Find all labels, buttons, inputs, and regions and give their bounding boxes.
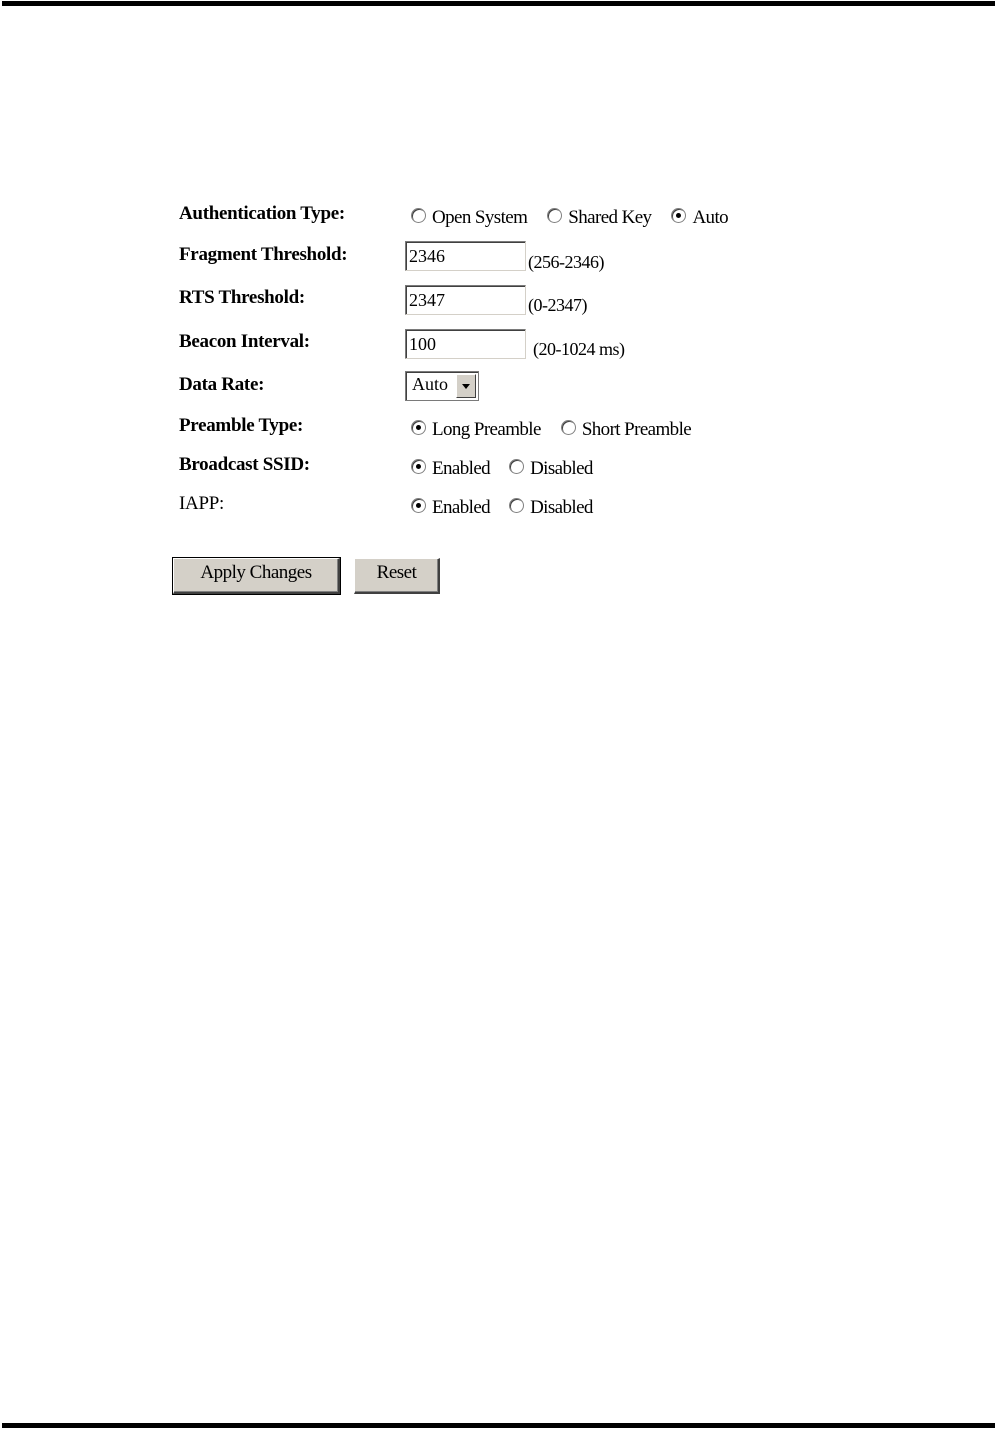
radio-iapp-disabled[interactable] bbox=[509, 497, 593, 519]
apply-changes-button[interactable]: Apply Changes bbox=[173, 558, 340, 594]
data-rate-dropdown-button[interactable] bbox=[456, 374, 476, 398]
radio-long-preamble[interactable] bbox=[411, 419, 541, 441]
fragment-threshold-label: Fragment Threshold: bbox=[179, 244, 348, 265]
iapp-disabled-radio[interactable] bbox=[509, 498, 524, 513]
radio-broadcast-ssid-disabled[interactable] bbox=[509, 458, 593, 480]
broadcast-ssid-disabled-label: Disabled bbox=[530, 458, 593, 479]
rts-threshold-label: RTS Threshold: bbox=[179, 287, 305, 308]
iapp-radios bbox=[411, 497, 611, 519]
beacon-interval-range: (20-1024 ms) bbox=[533, 339, 625, 359]
radio-broadcast-ssid-enabled[interactable] bbox=[411, 458, 490, 480]
reset-button[interactable]: Reset bbox=[354, 558, 440, 594]
row-broadcast-ssid bbox=[0, 454, 997, 488]
iapp-enabled-label: Enabled bbox=[432, 497, 491, 518]
chevron-down-icon bbox=[462, 384, 470, 389]
row-beacon-interval bbox=[0, 331, 997, 365]
authentication-type-label: Authentication Type: bbox=[179, 203, 345, 224]
radio-shared-key[interactable] bbox=[547, 207, 651, 229]
short-preamble-radio[interactable] bbox=[561, 420, 576, 435]
row-rts-threshold bbox=[0, 287, 997, 321]
broadcast-ssid-enabled-radio[interactable] bbox=[411, 459, 426, 474]
broadcast-ssid-enabled-label: Enabled bbox=[432, 458, 491, 479]
row-preamble-type bbox=[0, 415, 997, 449]
fragment-threshold-range: (256-2346) bbox=[528, 252, 604, 272]
broadcast-ssid-disabled-radio[interactable] bbox=[509, 459, 524, 474]
iapp-enabled-radio[interactable] bbox=[411, 498, 426, 513]
long-preamble-radio[interactable] bbox=[411, 420, 426, 435]
radio-short-preamble[interactable] bbox=[561, 419, 691, 441]
authentication-type-radios bbox=[411, 207, 746, 229]
shared-key-label: Shared Key bbox=[568, 207, 652, 228]
row-iapp bbox=[0, 493, 997, 527]
rts-threshold-input[interactable] bbox=[405, 285, 526, 315]
preamble-type-radios bbox=[411, 419, 709, 441]
open-system-radio[interactable] bbox=[411, 208, 426, 223]
data-rate-label: Data Rate: bbox=[179, 374, 265, 395]
row-authentication-type bbox=[0, 203, 997, 237]
broadcast-ssid-radios bbox=[411, 458, 611, 480]
row-data-rate bbox=[0, 374, 997, 408]
shared-key-radio[interactable] bbox=[547, 208, 562, 223]
radio-auto[interactable] bbox=[671, 207, 728, 229]
beacon-interval-input[interactable] bbox=[405, 329, 526, 359]
data-rate-select[interactable] bbox=[405, 371, 479, 401]
auto-label: Auto bbox=[692, 207, 729, 228]
open-system-label: Open System bbox=[432, 207, 528, 228]
long-preamble-label: Long Preamble bbox=[432, 419, 541, 440]
beacon-interval-label: Beacon Interval: bbox=[179, 331, 310, 352]
preamble-type-label: Preamble Type: bbox=[179, 415, 304, 436]
row-fragment-threshold bbox=[0, 244, 997, 278]
iapp-disabled-label: Disabled bbox=[530, 497, 593, 518]
bottom-rule bbox=[2, 1423, 995, 1428]
fragment-threshold-input[interactable] bbox=[405, 241, 526, 271]
wireless-advanced-form bbox=[0, 0, 997, 620]
auto-radio[interactable] bbox=[671, 208, 686, 223]
short-preamble-label: Short Preamble bbox=[581, 419, 692, 440]
radio-open-system[interactable] bbox=[411, 207, 527, 229]
iapp-label: IAPP: bbox=[179, 493, 224, 514]
broadcast-ssid-label: Broadcast SSID: bbox=[179, 454, 310, 475]
data-rate-value: Auto bbox=[412, 373, 448, 394]
radio-iapp-enabled[interactable] bbox=[411, 497, 490, 519]
rts-threshold-range: (0-2347) bbox=[528, 295, 587, 315]
